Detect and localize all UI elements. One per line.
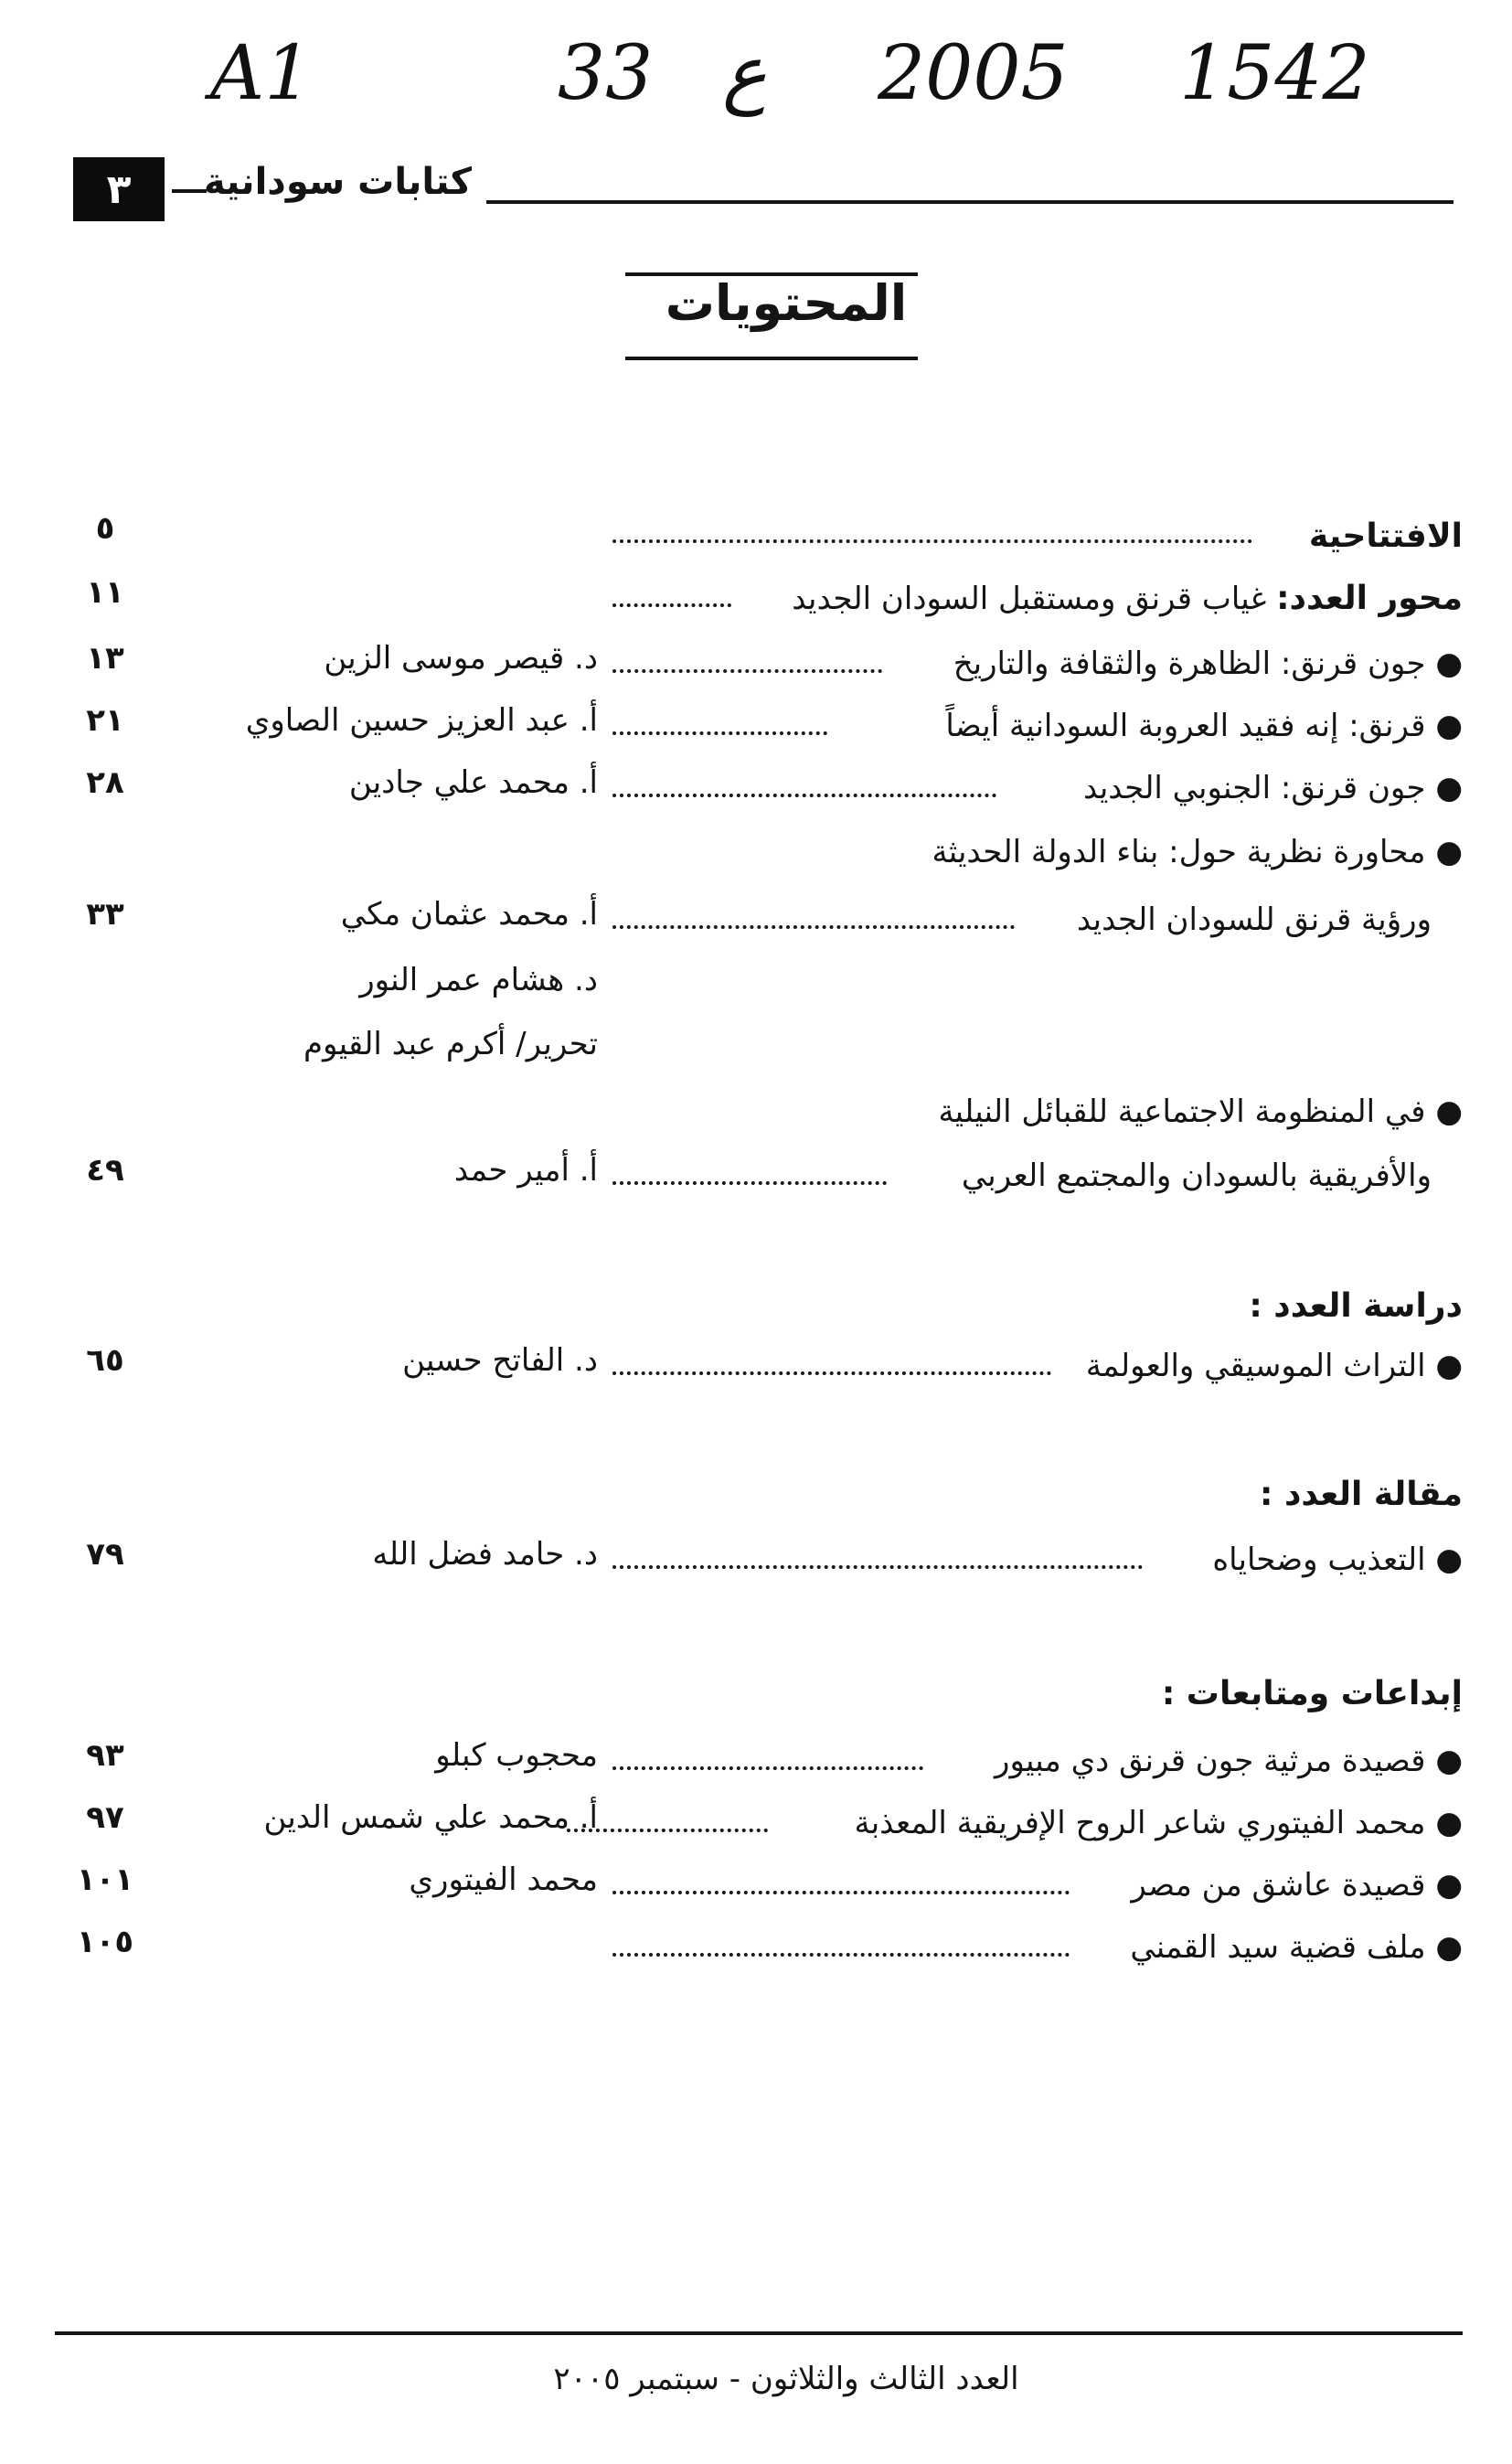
- toc-entry-author: محجوب كبلو: [435, 1737, 598, 1774]
- page-number: ٩٧: [86, 1799, 124, 1836]
- toc-entry-title: ● محمد الفيتوري شاعر الروح الإفريقية المعذبة: [854, 1805, 1463, 1841]
- toc-entry-title: ● قرنق: إنه فقيد العروبة السودانية أيضاً: [945, 708, 1463, 744]
- page-number: ٤٩: [86, 1152, 124, 1189]
- dot-leader: [612, 1565, 1143, 1569]
- dot-leader: [612, 603, 731, 607]
- footer-rule: [55, 2331, 1463, 2335]
- header-rule-short: [172, 189, 207, 193]
- journal-name: كتابات سودانية: [203, 161, 472, 203]
- page-number: ٧٩: [86, 1536, 124, 1573]
- toc-entry-title: ● محاورة نظرية حول: بناء الدولة الحديثة: [932, 834, 1463, 870]
- dot-leader: [612, 669, 882, 673]
- section-creative: إبداعات ومتابعات :: [1161, 1675, 1463, 1712]
- toc-entry-author: أ. أمير حمد: [453, 1152, 598, 1189]
- dot-leader: [612, 925, 1015, 929]
- handwritten-code: 1542: [1179, 30, 1370, 117]
- page-number: ٥: [95, 510, 115, 547]
- toc-entry-author: أ. محمد علي شمس الدين: [263, 1799, 598, 1836]
- toc-entry-title: ● ملف قضية سيد القمني: [1130, 1929, 1463, 1966]
- toc-entry-title: ● قصيدة عاشق من مصر: [1131, 1867, 1463, 1904]
- toc-entry-title: ● قصيدة مرثية جون قرنق دي مبيور: [995, 1743, 1463, 1779]
- page-number: ٦٥: [86, 1342, 124, 1379]
- dot-leader: [612, 539, 1252, 543]
- dot-leader: [612, 1371, 1051, 1375]
- title-rule-bottom: [625, 357, 918, 360]
- section-study: دراسة العدد :: [1249, 1287, 1463, 1325]
- page-number: ٢٨: [86, 764, 124, 801]
- page-number: ١٠١: [76, 1861, 134, 1898]
- page-number: ٣٣: [86, 896, 124, 933]
- handwritten-a1: A1: [210, 30, 313, 117]
- toc-entry-author: د. هشام عمر النور: [359, 962, 598, 998]
- axis-label: محور العدد:: [1276, 580, 1463, 617]
- section-article: مقالة العدد :: [1260, 1476, 1463, 1513]
- toc-entry-author: أ. محمد عثمان مكي: [340, 896, 598, 933]
- axis-title: غياب قرنق ومستقبل السودان الجديد: [792, 581, 1267, 617]
- page-number: ١١: [86, 574, 124, 611]
- handwritten-year: 2005: [878, 30, 1069, 117]
- handwritten-letter: ع: [722, 30, 767, 117]
- header-rule: [486, 200, 1453, 204]
- toc-entry-title: ● في المنظومة الاجتماعية للقبائل النيلية: [938, 1093, 1463, 1130]
- toc-entry-author: محمد الفيتوري: [409, 1861, 598, 1898]
- dot-leader: [612, 1953, 1070, 1957]
- toc-entry-author: د. حامد فضل الله: [372, 1536, 598, 1573]
- toc-entry-title: ● جون قرنق: الجنوبي الجديد: [1082, 770, 1463, 806]
- issue-number: ٣: [106, 165, 132, 213]
- toc-entry-title-continued: والأفريقية بالسودان والمجتمع العربي: [961, 1157, 1432, 1194]
- page-number: ٢١: [86, 702, 124, 739]
- toc-entry-author: أ. عبد العزيز حسين الصاوي: [245, 702, 598, 739]
- toc-entry-author: د. قيصر موسى الزين: [324, 640, 598, 677]
- toc-entry-author: أ. محمد علي جادين: [348, 764, 598, 801]
- page-number: ١٣: [86, 640, 124, 677]
- dot-leader: [612, 794, 996, 797]
- issue-number-box: [73, 157, 165, 221]
- dot-leader: [612, 1181, 887, 1185]
- dot-leader: [612, 1891, 1070, 1894]
- toc-entry-title: ● التعذيب وضحاياه: [1212, 1541, 1463, 1578]
- toc-entry-title: ● جون قرنق: الظاهرة والثقافة والتاريخ: [953, 645, 1463, 682]
- section-opening: الافتتاحية: [1308, 517, 1463, 555]
- toc-entry-title: ● التراث الموسيقي والعولمة: [1085, 1348, 1463, 1384]
- handwritten-number: 33: [558, 30, 654, 117]
- page-number: ١٠٥: [76, 1924, 134, 1960]
- toc-entry-title-continued: ورؤية قرنق للسودان الجديد: [1076, 901, 1432, 938]
- page-number: ٩٣: [86, 1737, 124, 1774]
- page-title: المحتويات: [665, 274, 908, 332]
- section-axis: [792, 580, 1463, 617]
- dot-leader: [612, 731, 827, 735]
- toc-entry-editor: تحرير/ أكرم عبد القيوم: [303, 1026, 598, 1062]
- dot-leader: [612, 1766, 923, 1770]
- footer-issue-info: العدد الثالث والثلاثون - سبتمبر ٢٠٠٥: [553, 2361, 1019, 2397]
- toc-entry-author: د. الفاتح حسين: [402, 1342, 598, 1379]
